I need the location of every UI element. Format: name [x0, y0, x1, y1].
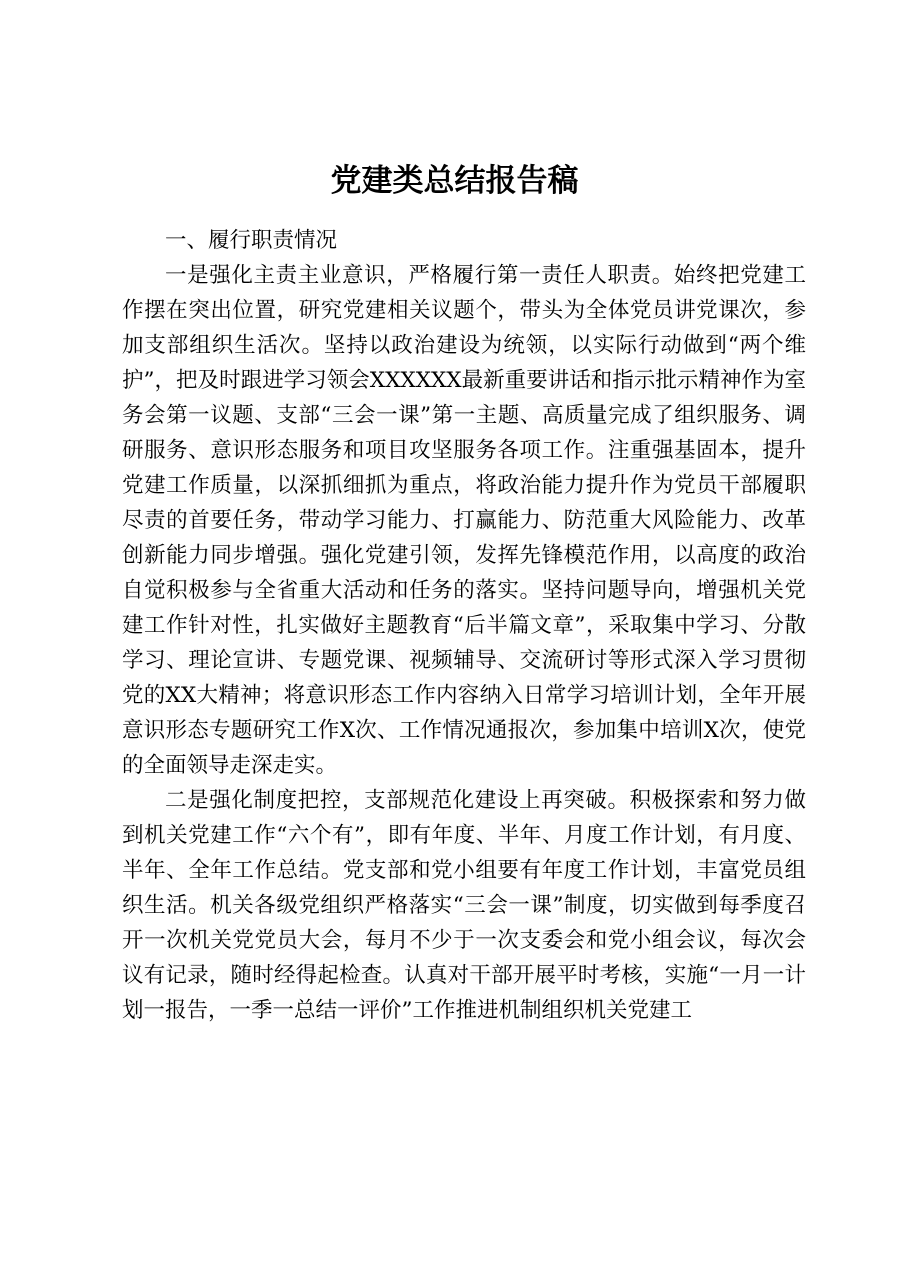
paragraph-1: 一是强化主责主业意识，严格履行第一责任人职责。始终把党建工作摆在突出位置，研究党建相关议题个，带头为全体党员讲党课次，参加支部组织生活次。坚持以政治建设为统领，以实际行动做到“两个维护”，把及时跟进学习领会XXXXXX最新重要讲话和指示批示精神作为室务会第一议题、支部“三会一课”第一主题、高质量完成了组织服务、调研服务、意识形态服务和项目攻坚服务各项工作。注重强基固本，提升党建工作质量，以深抓细抓为重点，将政治能力提升作为党员干部履职尽责的首要任务，带动学习能力、打赢能力、防范重大风险能力、改革创新能力同步增强。强化党建引领，发挥先锋模范作用，以高度的政治自觉积极参与全省重大活动和任务的落实。坚持问题导向，增强机关党建工作针对性，扎实做好主题教育“后半篇文章”，采取集中学习、分散学习、理论宣讲、专题党课、视频辅导、交流研讨等形式深入学习贯彻党的XX大精神；将意识形态工作内容纳入日常学习培训计划，全年开展意识形态专题研究工作X次、工作情况通报次，参加集中培训X次，使党的全面领导走深走实。: [122, 263, 806, 778]
document-title: 党建类总结报告稿: [330, 163, 579, 199]
document-body: [122, 223, 806, 1028]
paragraph-2: 二是强化制度把控，支部规范化建设上再突破。积极探索和努力做到机关党建工作“六个有”，即有年度、半年、月度工作计划，有月度、半年、全年工作总结。党支部和党小组要有年度工作计划，丰富党员组织生活。机关各级党组织严格落实“三会一课”制度，切实做到每季度召开一次机关党党员大会，每月不少于一次支委会和党小组会议，每次会议有记录，随时经得起检查。认真对干部开展平时考核，实施“一月一计划一报告，一季一总结一评价”工作推进机制组织机关党建工: [122, 788, 806, 1023]
section-heading: 一、履行职责情况: [165, 228, 338, 253]
